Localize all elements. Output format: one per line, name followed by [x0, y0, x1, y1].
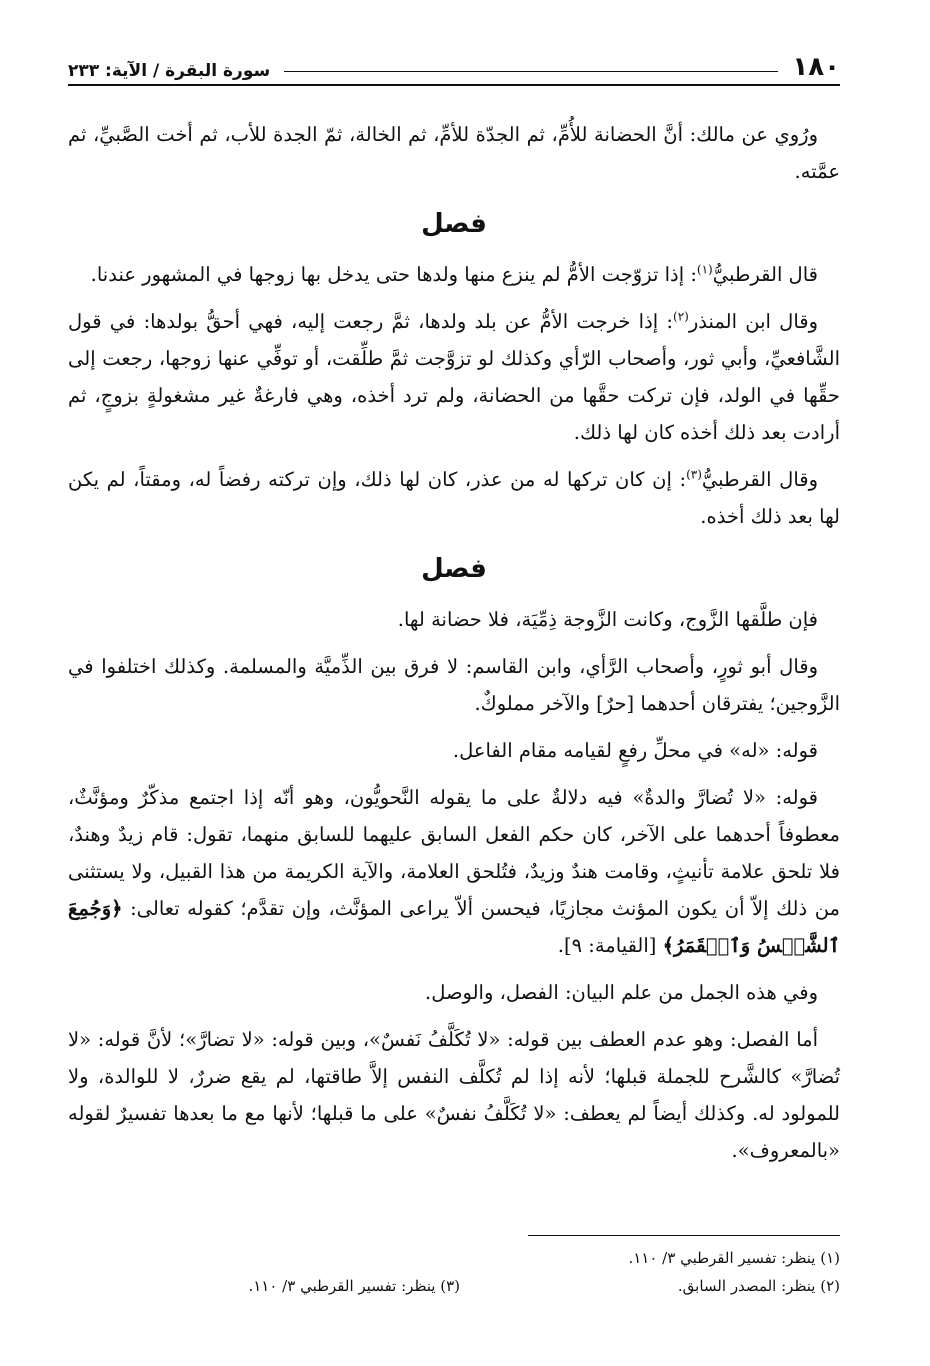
footnote-3: (٣) ينظر: تفسير القرطبي ٣/ ١١٠.: [248, 1277, 460, 1295]
paragraph-fasl: أما الفصل: وهو عدم العطف بين قوله: «لا تُكَلَّفُ نَفسٌ»، وبين قوله: «لا تضارَّ»؛ لأنَّ قوله: «لا تُضارَّ» كالشَّرح للجملة قبلها؛ لأنه إذا لم تُكلَّف النفس إلاَّ طاقتها، لم يقع ضررٌ، لا للوالدة، ولا للمولود له. وكذلك أيضاً لم يعطف: «لا تُكَلَّفُ نفسٌ» على ما قبلها؛ لأنها مع ما بعدها تفسيرٌ لقوله «بالمعروف».: [68, 1028, 840, 1162]
paragraph-malik: ورُوي عن مالك: أنَّ الحضانة للأُمِّ، ثم الجدّة للأمِّ، ثم الخالة، ثمّ الجدة للأب، ثم أخت الصَّبيِّ، ثم عمَّته.: [68, 123, 840, 183]
paragraph-la-tudarr: [68, 779, 840, 964]
page-number: ١٨٠: [792, 52, 840, 82]
footnote-row: [68, 1244, 840, 1272]
footnote-ref-1: (١): [696, 262, 713, 277]
footnotes: [68, 1244, 840, 1300]
footnote-separator: [528, 1235, 840, 1236]
running-header: [68, 28, 840, 86]
footnote-row: [68, 1272, 840, 1300]
paragraph-text: وقال القرطبيُّ: [701, 468, 819, 491]
paragraph-qurtubi-1: [68, 256, 840, 293]
paragraph-text: قوله: «لا تُضارَّ والدةٌ» فيه دلالةٌ على ما يقوله النَّحويُّون، وهو أنّه إذا اجتمع مذكّرٌ ومؤنَّثٌ، معطوفاً أحدهما على الآخر، كان حكم الفعل السابق عليهما للسابق منهما، تقول: قام زيدٌ وهندٌ، فلا تلحق علامة تأنيثٍ، وقامت هندٌ وزيدٌ، فتُلحق العلامة، والآية الكريمة من هذا القبيل، ولا يستثنى من ذلك إلاّ أن يكون المؤنث مجازيًا، فيحسن ألاّ يراعى المؤنَّث، وإن تقدَّم؛ كقوله تعالى:: [68, 786, 840, 920]
footnote-2: (٢) ينظر: المصدر السابق.: [677, 1277, 840, 1295]
paragraph-ibn-almundhir: [68, 303, 840, 451]
book-page: [68, 28, 840, 1338]
paragraph-text: قال القرطبيُّ: [712, 263, 818, 286]
section-heading-1: فصل: [421, 209, 487, 239]
paragraph-text: [القيامة: ٩].: [557, 934, 663, 957]
section-heading-2: فصل: [421, 554, 487, 584]
paragraph-abu-thawr: وقال أبو ثورٍ، وأصحاب الرَّأي، وابن القاسم: لا فرق بين الذِّميَّة والمسلمة. وكذلك اختلفوا في الزَّوجين؛ يفترقان أحدهما [حرٌ] والآخر مملوكٌ.: [68, 655, 840, 715]
quran-verse: ﴿وَجُمِعَ ٱلشَّمۡسُ وَٱلۡقَمَرُ﴾: [68, 897, 840, 957]
paragraph-divorce: فإن طلَّقها الزَّوج، وكانت الزَّوجة ذِمِّيَة، فلا حضانة لها.: [397, 608, 818, 631]
paragraph-text: : إن كان تركها له من عذر، كان لها ذلك، وإن تركته رفضاً له، ومقتاً، لم يكن لها بعد ذلك أخذه.: [68, 468, 840, 528]
footnote-ref-3: (٣): [686, 467, 702, 482]
surah-reference: سورة البقرة / الآية: ٢٣٣: [68, 61, 271, 81]
paragraph-text: : إذا خرجت الأمُّ عن بلد ولدها، ثمَّ رجعت إليه، فهي أحقُّ بولدها: في قول الشَّافعيِّ، وأبي ثور، وأصحاب الرّأي وكذلك لو تزوَّجت ثمَّ طلِّقت، أو توفِّي عنها زوجها، رجعت إلى حقِّها في الولد، فإن تركت حقَّها من الحضانة، ولم ترد أخذه، وهي فارغةٌ غير مشغولةٍ بزوجٍ، ثم أرادت بعد ذلك أخذه كان لها ذلك.: [68, 310, 840, 444]
paragraph-qurtubi-2: [68, 461, 840, 535]
paragraph-text: وقال ابن المنذر: [688, 310, 818, 333]
paragraph-text: : إذا تزوّجت الأمُّ لم ينزع منها ولدها حتى يدخل بها زوجها في المشهور عندنا.: [90, 263, 697, 286]
paragraph-lahu: قوله: «له» في محلِّ رفعٍ لقيامه مقام الفاعل.: [452, 739, 818, 762]
header-rule: [284, 71, 778, 72]
page-body: [68, 116, 840, 1169]
footnote-1: (١) ينظر: تفسير القرطبي ٣/ ١١٠.: [628, 1249, 840, 1267]
footnote-ref-2: (٢): [673, 309, 689, 324]
paragraph-bayan: وفي هذه الجمل من علم البيان: الفصل، والوصل.: [425, 981, 818, 1004]
